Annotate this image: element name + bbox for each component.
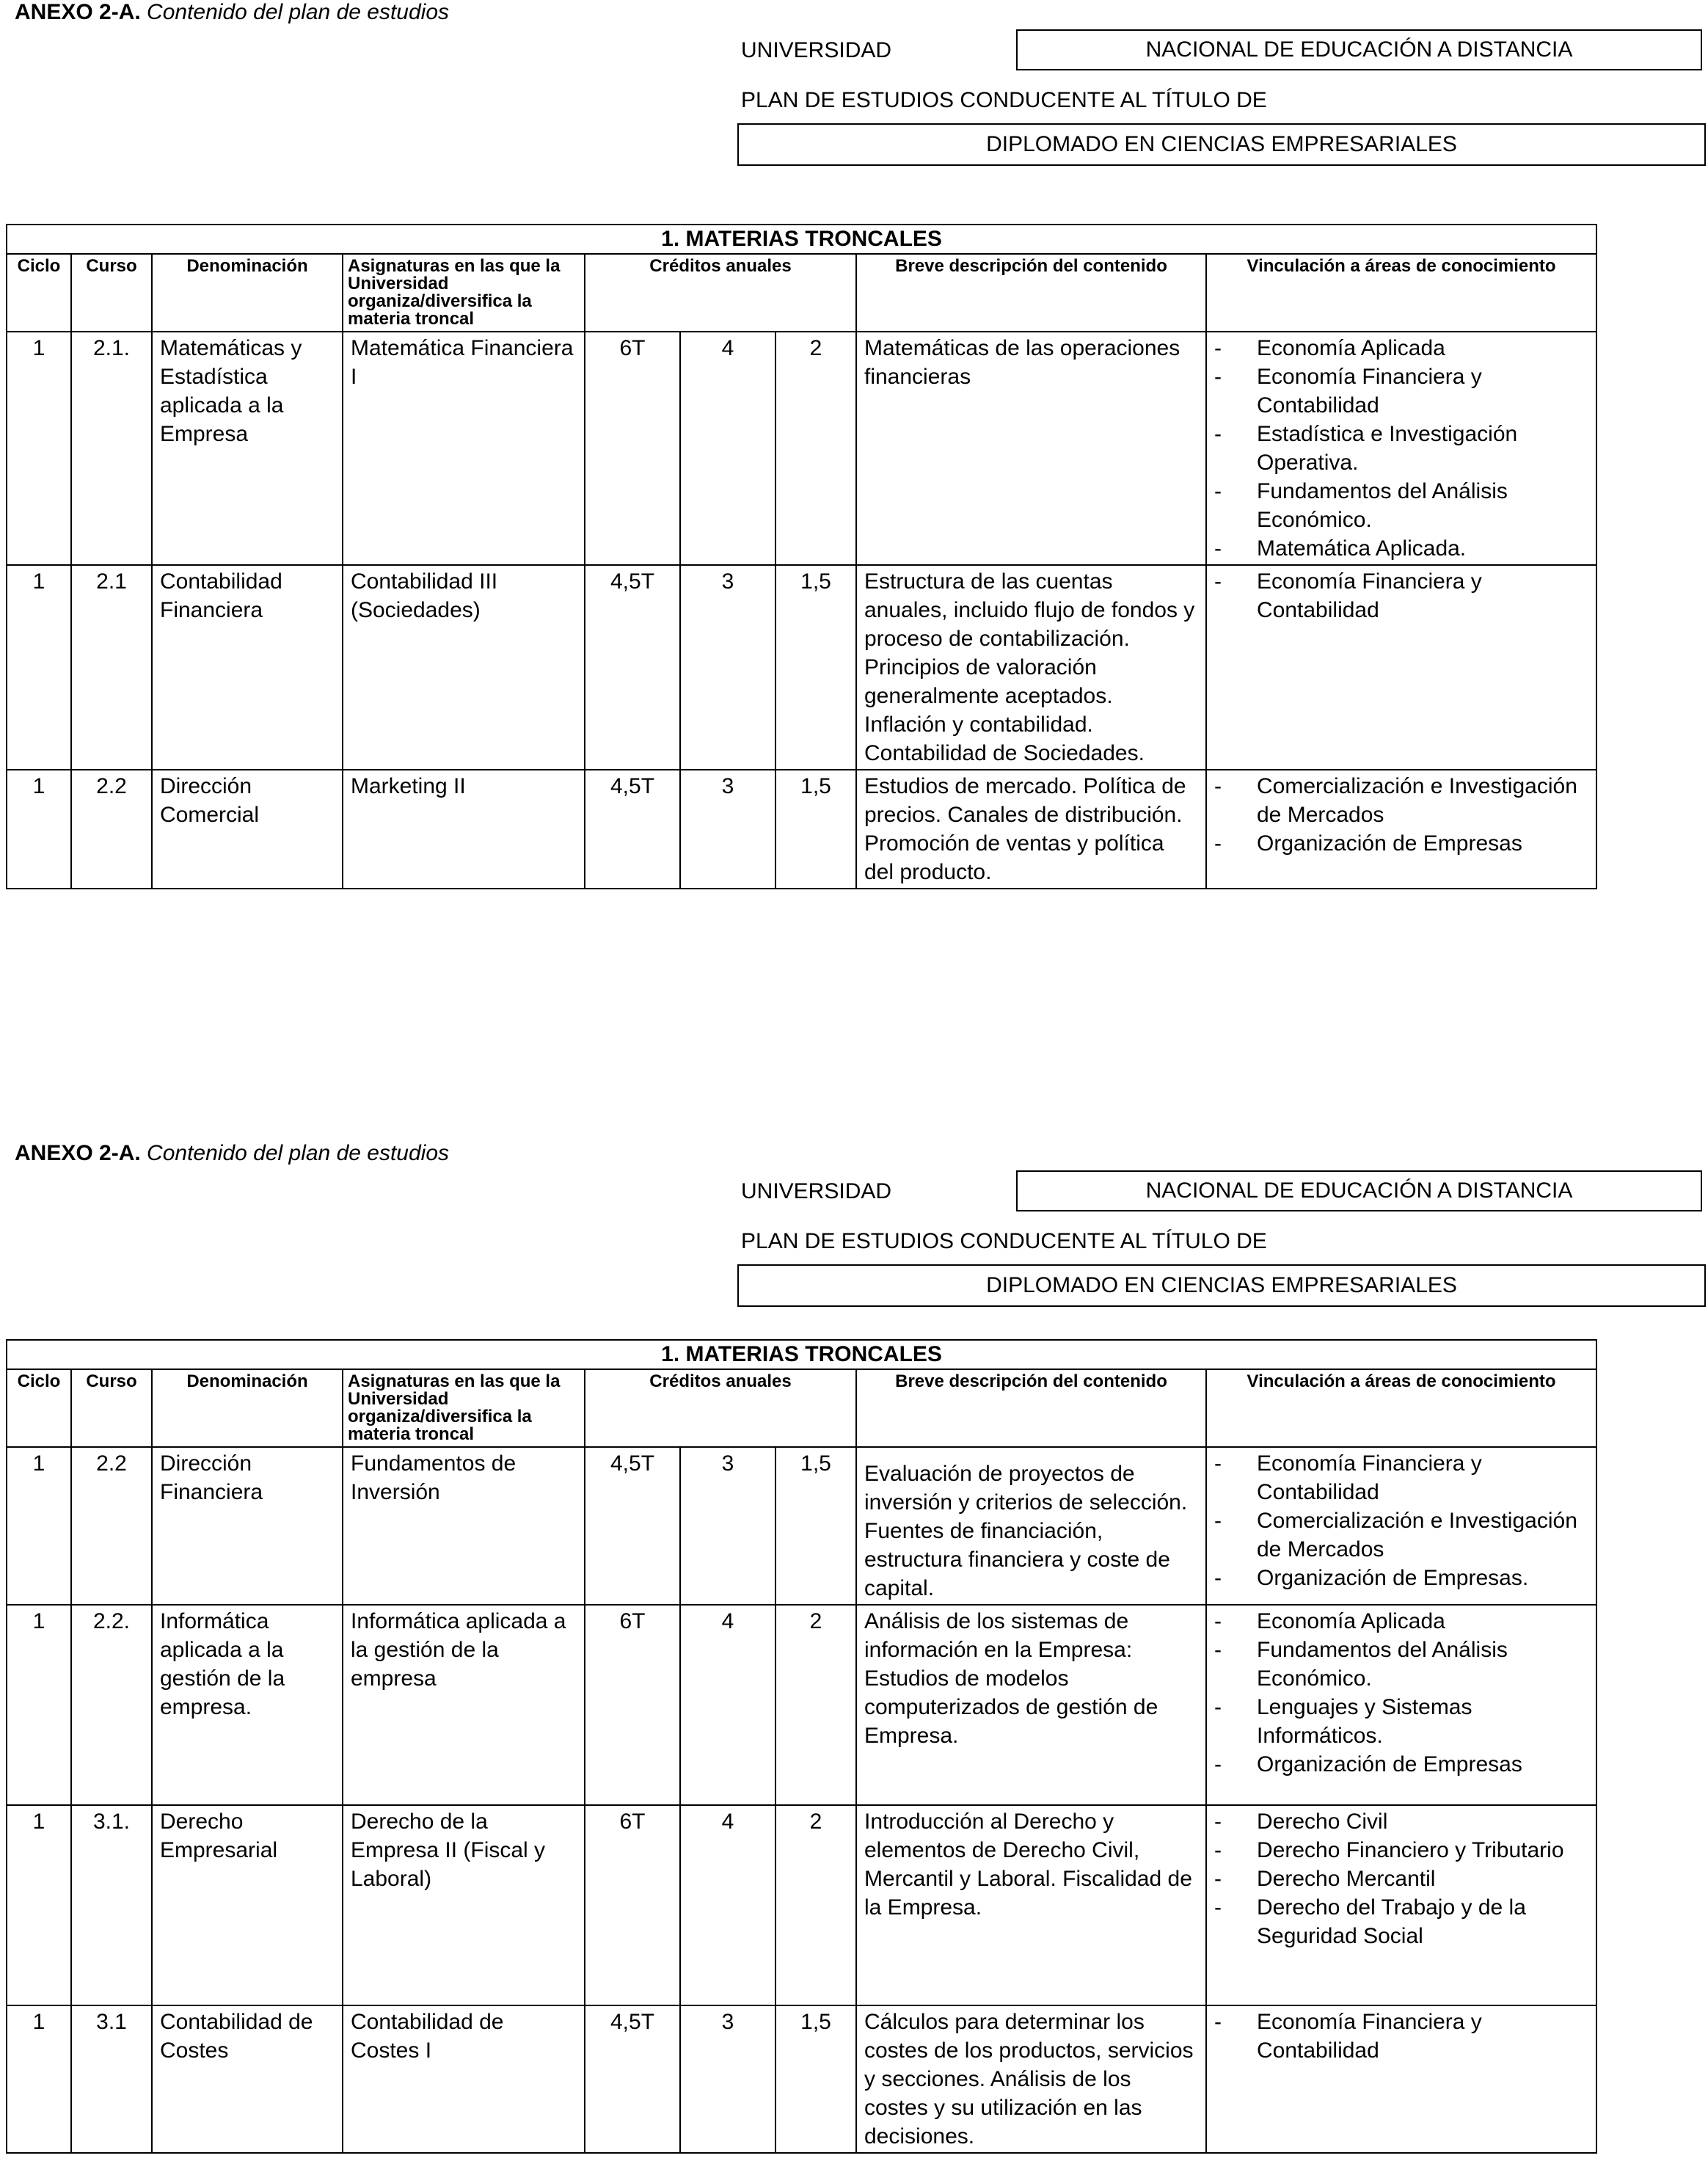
- cell-vinculacion: [1206, 565, 1596, 770]
- area-item: - Economía Aplicada: [1214, 334, 1588, 362]
- cell-creditos-total: 4,5T: [585, 2005, 680, 2153]
- cell-curso: 2.2: [71, 1447, 152, 1605]
- col-descripcion: Breve descripción del contenido: [856, 1369, 1206, 1447]
- col-creditos: Créditos anuales: [585, 254, 856, 332]
- cell-creditos-total: 4,5T: [585, 770, 680, 889]
- materias-troncales-table: [6, 1339, 1597, 2154]
- table-row: [7, 770, 1596, 889]
- col-denominacion: Denominación: [152, 1369, 343, 1447]
- cell-denominacion: Contabilidad Financiera: [152, 565, 343, 770]
- university-label: UNIVERSIDAD: [741, 38, 892, 62]
- degree-box: DIPLOMADO EN CIENCIAS EMPRESARIALES: [737, 123, 1706, 166]
- cell-creditos-teoricos: 3: [680, 565, 775, 770]
- cell-denominacion: Matemáticas y Estadística aplicada a la Empresa: [152, 332, 343, 565]
- area-item: - Economía Financiera y Contabilidad: [1214, 1449, 1588, 1506]
- cell-asignatura: Contabilidad de Costes I: [343, 2005, 585, 2153]
- cell-descripcion: Evaluación de proyectos de inversión y criterios de selección. Fuentes de financiación, estructura financiera y coste de capital.: [856, 1447, 1206, 1605]
- area-item: - Organización de Empresas: [1214, 829, 1588, 858]
- cell-descripcion: Análisis de los sistemas de información en la Empresa: Estudios de modelos computerizados de gestión de Empresa.: [856, 1605, 1206, 1805]
- area-item: - Lenguajes y Sistemas Informáticos.: [1214, 1693, 1588, 1750]
- cell-asignatura: Informática aplicada a la gestión de la empresa: [343, 1605, 585, 1805]
- col-curso: Curso: [71, 254, 152, 332]
- cell-creditos-practicos: 1,5: [775, 770, 856, 889]
- area-item: - Economía Aplicada: [1214, 1607, 1588, 1636]
- cell-vinculacion: [1206, 770, 1596, 889]
- area-item: - Derecho Civil: [1214, 1807, 1588, 1836]
- cell-denominacion: Dirección Financiera: [152, 1447, 343, 1605]
- area-item: - Economía Financiera y Contabilidad: [1214, 2008, 1588, 2065]
- cell-asignatura: Marketing II: [343, 770, 585, 889]
- cell-denominacion: Contabilidad de Costes: [152, 2005, 343, 2153]
- area-item: - Derecho Mercantil: [1214, 1865, 1588, 1893]
- col-curso: Curso: [71, 1369, 152, 1447]
- col-ciclo: Ciclo: [7, 1369, 71, 1447]
- cell-creditos-total: 4,5T: [585, 565, 680, 770]
- cell-creditos-total: 4,5T: [585, 1447, 680, 1605]
- cell-creditos-practicos: 2: [775, 332, 856, 565]
- area-item: - Organización de Empresas: [1214, 1750, 1588, 1779]
- cell-ciclo: 1: [7, 1605, 71, 1805]
- cell-curso: 3.1.: [71, 1805, 152, 2005]
- degree-box: DIPLOMADO EN CIENCIAS EMPRESARIALES: [737, 1264, 1706, 1307]
- table-row: [7, 1447, 1596, 1605]
- col-denominacion: Denominación: [152, 254, 343, 332]
- cell-denominacion: Informática aplicada a la gestión de la empresa.: [152, 1605, 343, 1805]
- cell-ciclo: 1: [7, 1805, 71, 2005]
- cell-descripcion: Cálculos para determinar los costes de los productos, servicios y secciones. Análisis de los costes y su utilización en las decisiones.: [856, 2005, 1206, 2153]
- cell-vinculacion: [1206, 1447, 1596, 1605]
- col-asignaturas: Asignaturas en las que la Universidad organiza/diversifica la materia troncal: [343, 1369, 585, 1447]
- cell-vinculacion: [1206, 1805, 1596, 2005]
- university-label: UNIVERSIDAD: [741, 1179, 892, 1203]
- area-item: - Estadística e Investigación Operativa.: [1214, 420, 1588, 477]
- cell-creditos-teoricos: 3: [680, 2005, 775, 2153]
- cell-descripcion: Estructura de las cuentas anuales, incluido flujo de fondos y proceso de contabilización. Principios de valoración generalmente aceptados. Inflación y contabilidad. Contabilidad de Sociedades.: [856, 565, 1206, 770]
- cell-ciclo: 1: [7, 332, 71, 565]
- cell-descripcion: Matemáticas de las operaciones financieras: [856, 332, 1206, 565]
- table-row: [7, 1605, 1596, 1805]
- cell-creditos-practicos: 1,5: [775, 1447, 856, 1605]
- cell-ciclo: 1: [7, 770, 71, 889]
- table-row: [7, 2005, 1596, 2153]
- cell-asignatura: Contabilidad III (Sociedades): [343, 565, 585, 770]
- col-creditos: Créditos anuales: [585, 1369, 856, 1447]
- area-item: - Matemática Aplicada.: [1214, 534, 1588, 563]
- area-item: - Economía Financiera y Contabilidad: [1214, 567, 1588, 624]
- cell-creditos-practicos: 1,5: [775, 2005, 856, 2153]
- area-item: - Economía Financiera y Contabilidad: [1214, 362, 1588, 420]
- cell-vinculacion: [1206, 2005, 1596, 2153]
- section-title: 1. MATERIAS TRONCALES: [7, 1340, 1596, 1369]
- col-ciclo: Ciclo: [7, 254, 71, 332]
- cell-curso: 3.1: [71, 2005, 152, 2153]
- table-row: [7, 1805, 1596, 2005]
- cell-creditos-teoricos: 3: [680, 1447, 775, 1605]
- cell-creditos-total: 6T: [585, 1605, 680, 1805]
- cell-asignatura: Fundamentos de Inversión: [343, 1447, 585, 1605]
- cell-creditos-teoricos: 4: [680, 1605, 775, 1805]
- materias-troncales-table: [6, 224, 1597, 889]
- cell-creditos-teoricos: 3: [680, 770, 775, 889]
- area-item: - Comercialización e Investigación de Mercados: [1214, 772, 1588, 829]
- area-item: - Comercialización e Investigación de Mercados: [1214, 1506, 1588, 1564]
- cell-ciclo: 1: [7, 2005, 71, 2153]
- area-item: - Fundamentos del Análisis Económico.: [1214, 477, 1588, 534]
- col-descripcion: Breve descripción del contenido: [856, 254, 1206, 332]
- area-item: - Fundamentos del Análisis Económico.: [1214, 1636, 1588, 1693]
- section-title: 1. MATERIAS TRONCALES: [7, 225, 1596, 254]
- plan-label: PLAN DE ESTUDIOS CONDUCENTE AL TÍTULO DE: [741, 88, 1267, 112]
- plan-label: PLAN DE ESTUDIOS CONDUCENTE AL TÍTULO DE: [741, 1229, 1267, 1253]
- cell-denominacion: Dirección Comercial: [152, 770, 343, 889]
- col-asignaturas: Asignaturas en las que la Universidad organiza/diversifica la materia troncal: [343, 254, 585, 332]
- cell-creditos-practicos: 2: [775, 1805, 856, 2005]
- cell-creditos-teoricos: 4: [680, 332, 775, 565]
- area-item: - Organización de Empresas.: [1214, 1564, 1588, 1592]
- university-name-box: NACIONAL DE EDUCACIÓN A DISTANCIA: [1016, 29, 1702, 70]
- cell-creditos-practicos: 2: [775, 1605, 856, 1805]
- cell-vinculacion: [1206, 1605, 1596, 1805]
- annex-title: ANEXO 2-A. Contenido del plan de estudios: [15, 1141, 450, 1165]
- cell-curso: 2.2: [71, 770, 152, 889]
- university-name-box: NACIONAL DE EDUCACIÓN A DISTANCIA: [1016, 1170, 1702, 1211]
- cell-descripcion: Introducción al Derecho y elementos de Derecho Civil, Mercantil y Laboral. Fiscalidad de la Empresa.: [856, 1805, 1206, 2005]
- cell-curso: 2.2.: [71, 1605, 152, 1805]
- cell-descripcion: Estudios de mercado. Política de precios. Canales de distribución. Promoción de ventas y política del producto.: [856, 770, 1206, 889]
- cell-creditos-teoricos: 4: [680, 1805, 775, 2005]
- cell-denominacion: Derecho Empresarial: [152, 1805, 343, 2005]
- annex-title: ANEXO 2-A. Contenido del plan de estudios: [15, 0, 450, 24]
- cell-creditos-total: 6T: [585, 1805, 680, 2005]
- area-item: - Derecho Financiero y Tributario: [1214, 1836, 1588, 1865]
- cell-ciclo: 1: [7, 1447, 71, 1605]
- cell-vinculacion: [1206, 332, 1596, 565]
- col-vinculacion: Vinculación a áreas de conocimiento: [1206, 254, 1596, 332]
- table-row: [7, 565, 1596, 770]
- col-vinculacion: Vinculación a áreas de conocimiento: [1206, 1369, 1596, 1447]
- cell-creditos-total: 6T: [585, 332, 680, 565]
- cell-curso: 2.1: [71, 565, 152, 770]
- cell-curso: 2.1.: [71, 332, 152, 565]
- cell-creditos-practicos: 1,5: [775, 565, 856, 770]
- cell-ciclo: 1: [7, 565, 71, 770]
- cell-asignatura: Derecho de la Empresa II (Fiscal y Laboral): [343, 1805, 585, 2005]
- cell-asignatura: Matemática Financiera I: [343, 332, 585, 565]
- area-item: - Derecho del Trabajo y de la Seguridad Social: [1214, 1893, 1588, 1950]
- table-row: [7, 332, 1596, 565]
